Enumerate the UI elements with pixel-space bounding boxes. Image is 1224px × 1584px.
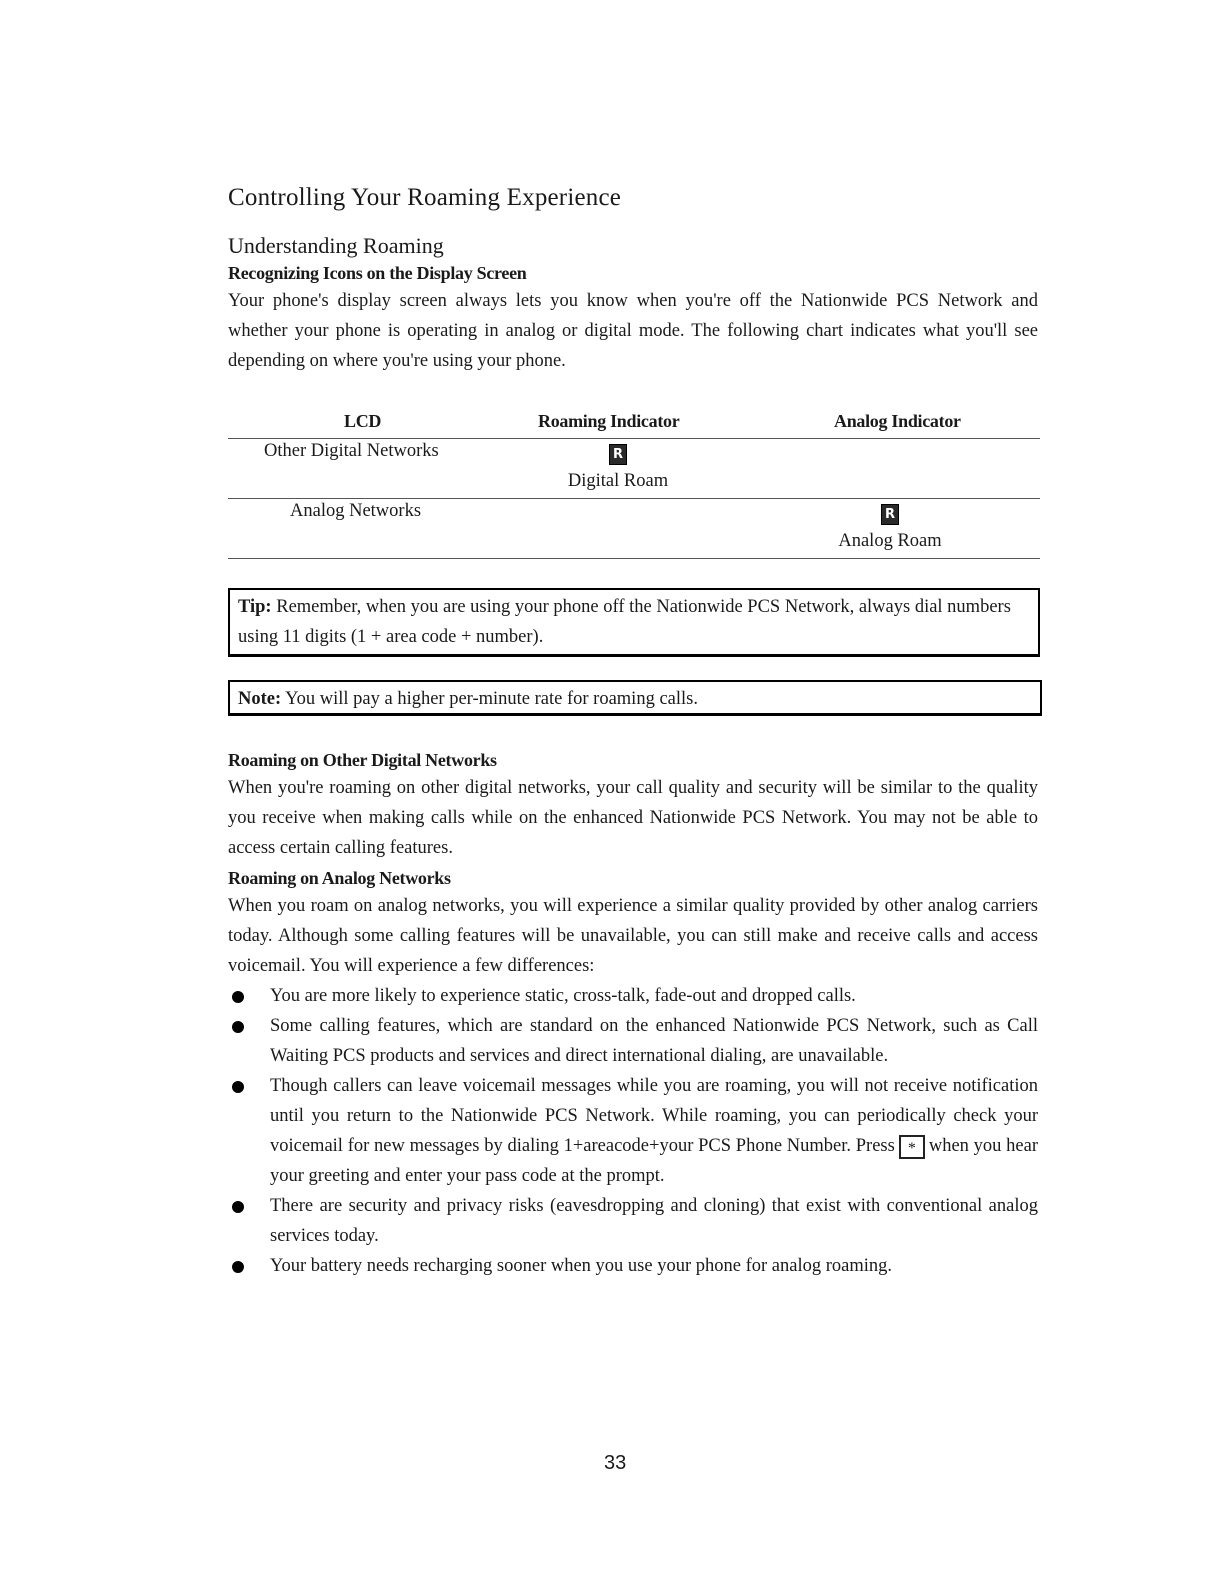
table-header-row xyxy=(228,408,1040,439)
tip-text: Remember, when you are using your phone off the Nationwide PCS Network, always dial numbers using 11 digits (1 + area code + number). xyxy=(238,597,1011,647)
recognizing-icons-body: Your phone's display screen always lets you know when you're off the Nationwide PCS Network and whether your phone is operating in analog or digital mode. The following chart indicates what you'll see depending on where you're using your phone. xyxy=(228,291,1038,371)
header-analog-indicator: Analog Indicator xyxy=(834,411,961,431)
recognizing-icons-heading: Recognizing Icons on the Display Screen xyxy=(228,263,527,283)
analog-roam-label: Analog Roam xyxy=(838,531,942,551)
analog-networks-body: When you roam on analog networks, you will experience a similar quality provided by other analog carriers today. Although some calling features will be unavailable, you can still make and receive calls and access voicemail. You will experience a few differences: xyxy=(228,896,1038,976)
note-text: You will pay a higher per-minute rate for roaming calls. xyxy=(285,689,698,709)
digital-roam-label: Digital Roam xyxy=(567,471,669,491)
list-item: You are more likely to experience static, cross-talk, fade-out and dropped calls. xyxy=(228,981,1038,1011)
header-lcd: LCD xyxy=(344,411,382,431)
row-lcd-label: Analog Networks xyxy=(290,501,422,521)
roaming-indicator-table xyxy=(228,408,1040,559)
note-label: Note: xyxy=(238,689,282,709)
bullet-icon xyxy=(232,1081,244,1093)
section-heading: Understanding Roaming xyxy=(228,233,444,258)
bullet-icon xyxy=(232,1261,244,1273)
bullet-icon xyxy=(232,991,244,1003)
digital-roam-cell xyxy=(558,443,678,492)
tip-box xyxy=(228,588,1040,657)
list-item: There are security and privacy risks (eavesdropping and cloning) that exist with conventional analog services today. xyxy=(228,1191,1038,1251)
page-number: 33 xyxy=(604,1452,627,1474)
table-row xyxy=(228,439,1040,499)
digital-networks-body: When you're roaming on other digital networks, your call quality and security will be similar to the quality you receive when making calls while on the enhanced Nationwide PCS Network. You may not be able to access certain calling features. xyxy=(228,778,1038,858)
bullet-icon xyxy=(232,1021,244,1033)
analog-networks-section xyxy=(228,868,1038,1281)
note-box xyxy=(228,680,1042,716)
analog-roam-cell xyxy=(828,503,952,552)
digital-networks-section xyxy=(228,750,1038,863)
page-title: Controlling Your Roaming Experience xyxy=(228,184,622,211)
header-roaming-indicator: Roaming Indicator xyxy=(538,411,680,431)
list-item: Some calling features, which are standard on the enhanced Nationwide PCS Network, such as Call Waiting PCS products and services and direct international dialing, are unavailable. xyxy=(228,1011,1038,1071)
list-item: Your battery needs recharging sooner when you use your phone for analog roaming. xyxy=(228,1251,1038,1281)
list-item: Though callers can leave voicemail messages while you are roaming, you will not receive notification until you return to the Nationwide PCS Network. While roaming, you can periodically check your voicemail for new messages by dialing 1+areacode+your PCS Phone Number. Press * when you hear your greeting and enter your pass code at the prompt. xyxy=(228,1071,1038,1191)
bullet-icon xyxy=(232,1201,244,1213)
analog-networks-heading: Roaming on Analog Networks xyxy=(228,868,451,888)
recognizing-icons-section xyxy=(228,263,1038,376)
roaming-r-icon: R xyxy=(881,504,899,525)
roaming-r-icon: R xyxy=(609,444,627,465)
digital-networks-heading: Roaming on Other Digital Networks xyxy=(228,750,497,770)
tip-label: Tip: xyxy=(238,597,272,617)
row-lcd-label: Other Digital Networks xyxy=(264,441,439,461)
table-row xyxy=(228,499,1040,559)
differences-list xyxy=(228,981,1038,1281)
star-key-icon: * xyxy=(899,1135,925,1159)
